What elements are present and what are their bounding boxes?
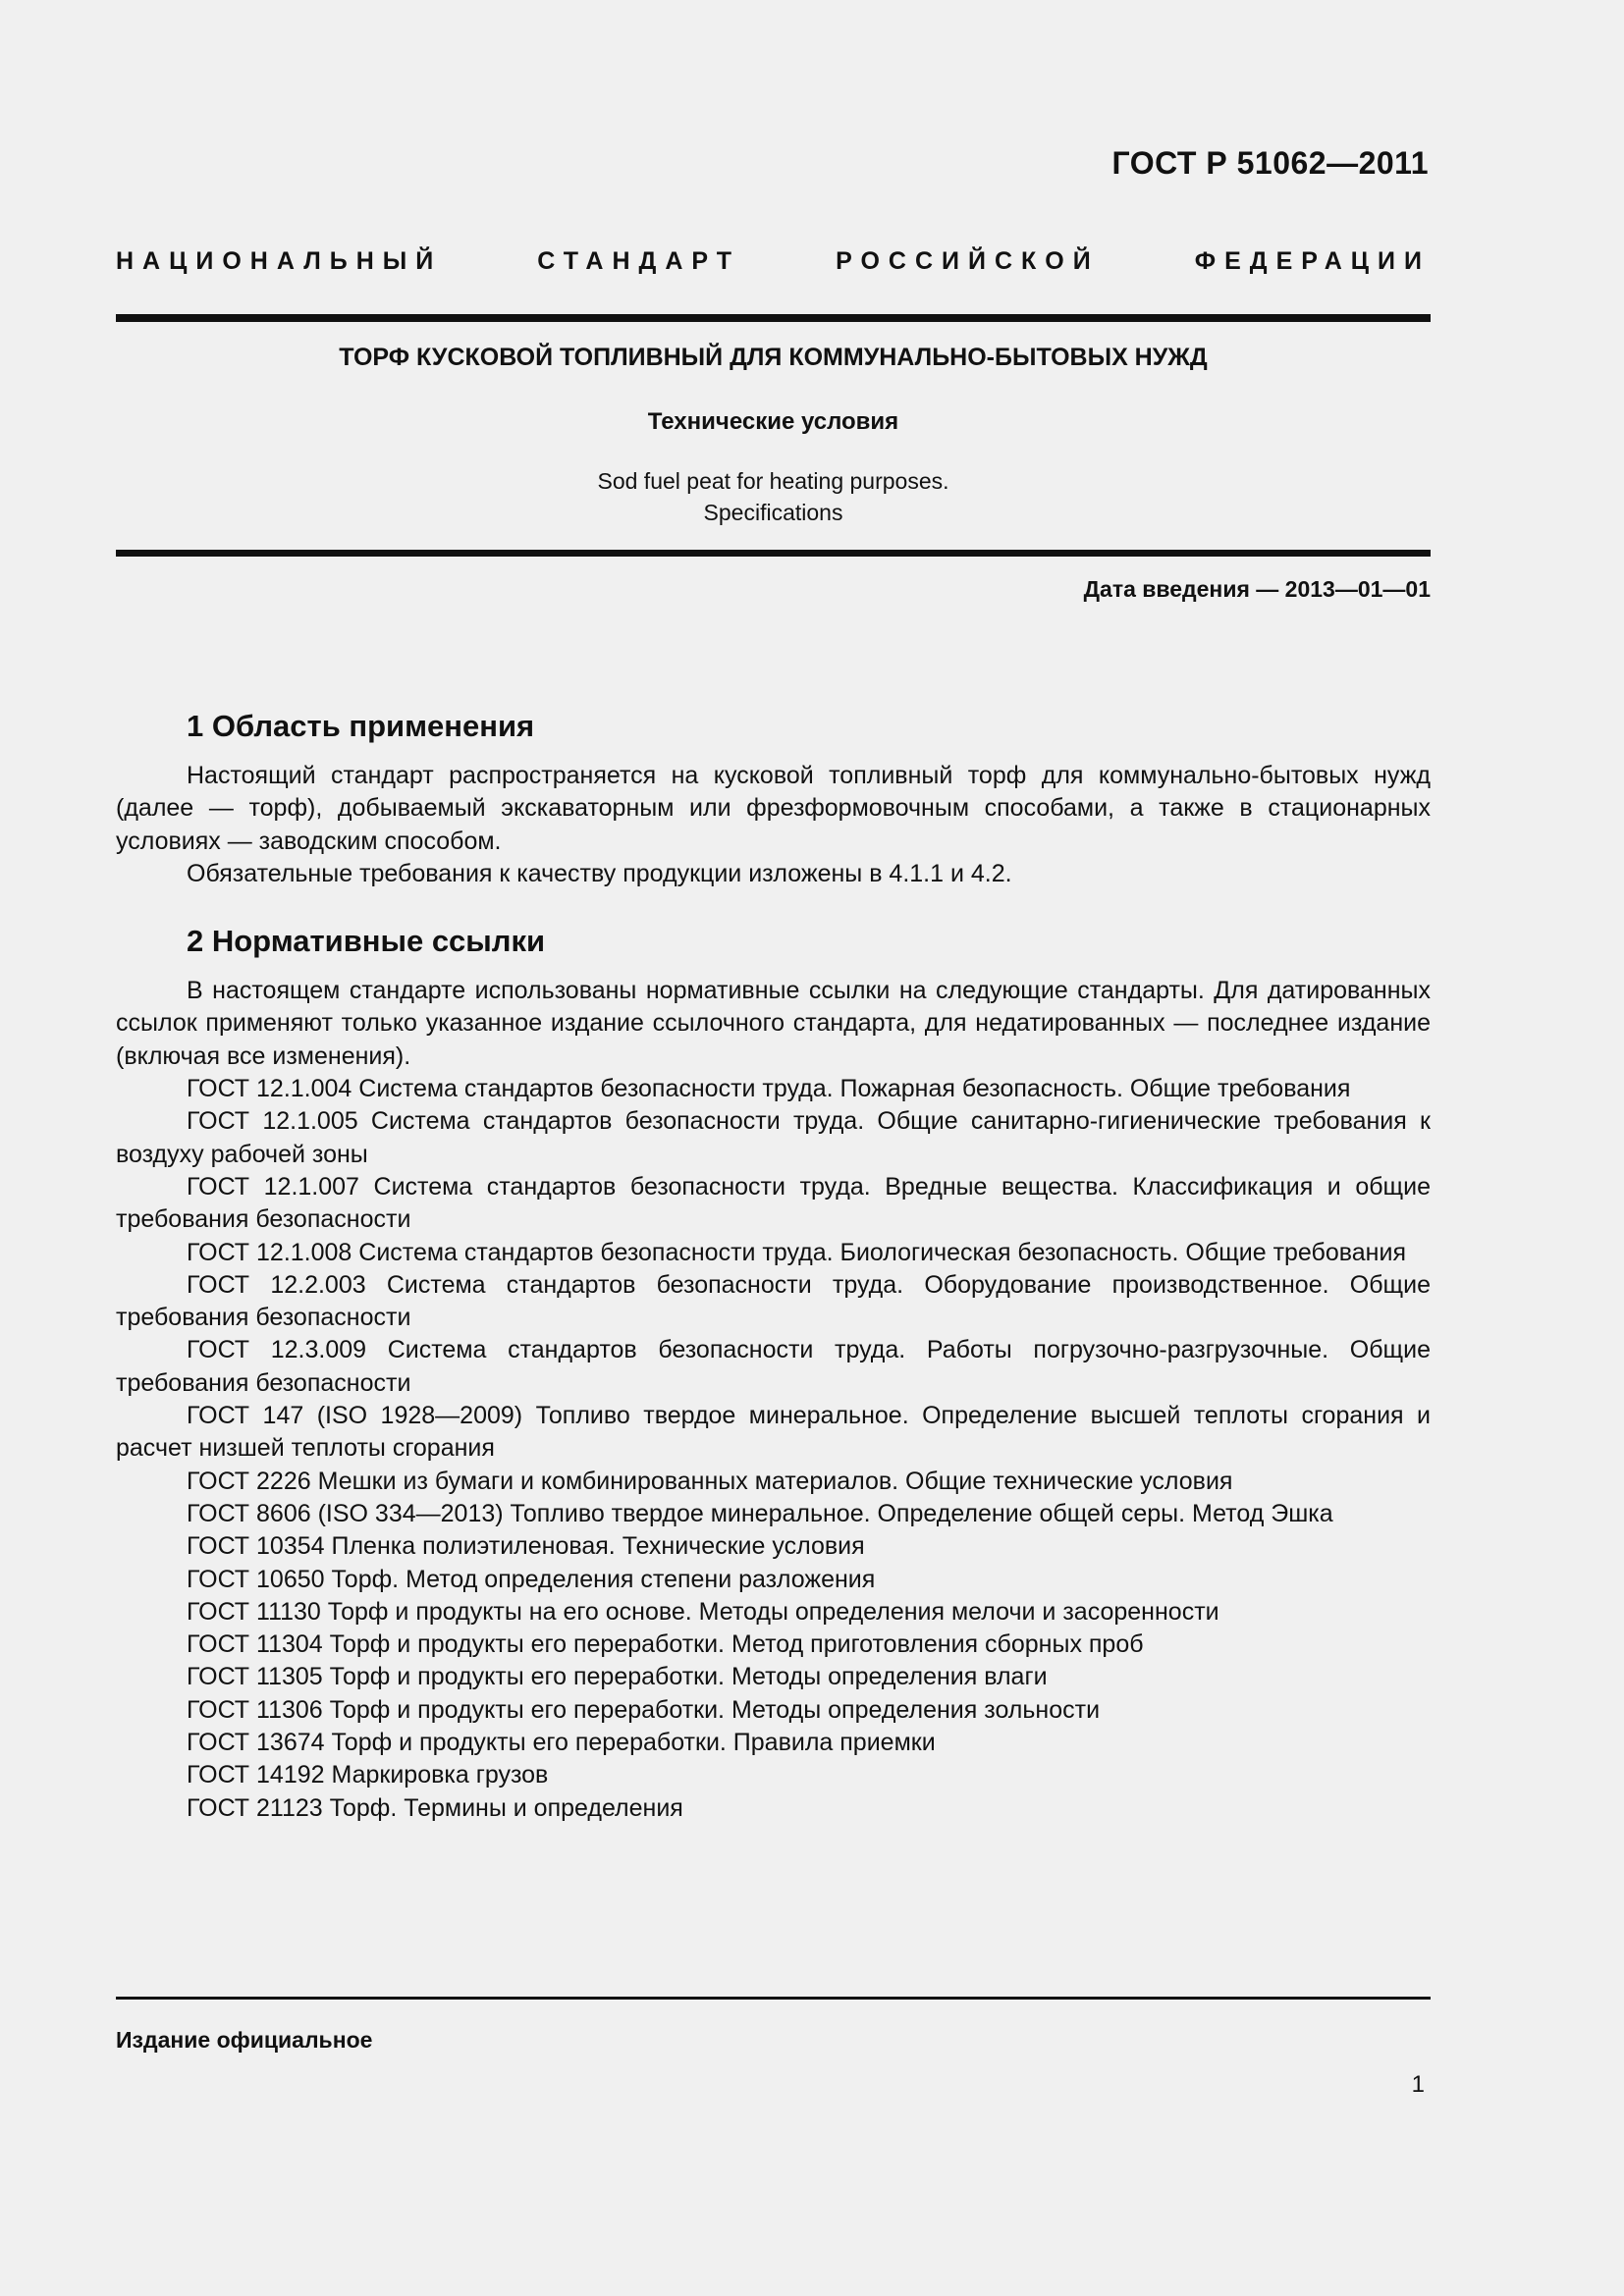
introduction-date: Дата введения — 2013—01—01 bbox=[1083, 576, 1431, 602]
reference-item: ГОСТ 12.3.009 Система стандартов безопасности труда. Работы погрузочно-разгрузочные. Общие требования безопасности bbox=[116, 1336, 1431, 1397]
reference-item: ГОСТ 12.1.008 Система стандартов безопасности труда. Биологическая безопасность. Общие требования bbox=[187, 1238, 1406, 1266]
reference-item: ГОСТ 12.1.007 Система стандартов безопасности труда. Вредные вещества. Классификация и общие требования безопасности bbox=[116, 1172, 1431, 1234]
reference-item: ГОСТ 12.1.005 Система стандартов безопасности труда. Общие санитарно-гигиенические требования к воздуху рабочей зоны bbox=[116, 1107, 1431, 1168]
reference-item: ГОСТ 11130 Торф и продукты на его основе. Методы определения мелочи и засоренности bbox=[187, 1597, 1219, 1626]
paragraph: Настоящий стандарт распространяется на кусковой топливный торф для коммунально-бытовых нужд (далее — торф), добываемый экскаваторным или фрезформовочным способами, а также в стационарных условиях — заводским способом. bbox=[116, 762, 1431, 855]
document-title: ТОРФ КУСКОВОЙ ТОПЛИВНЫЙ ДЛЯ КОММУНАЛЬНО-БЫТОВЫХ НУЖД bbox=[339, 344, 1208, 371]
reference-item: ГОСТ 11305 Торф и продукты его переработки. Методы определения влаги bbox=[187, 1663, 1048, 1691]
document-code: ГОСТ Р 51062—2011 bbox=[1111, 145, 1429, 181]
reference-item: ГОСТ 12.2.003 Система стандартов безопасности труда. Оборудование производственное. Общие требования безопасности bbox=[116, 1270, 1431, 1332]
reference-item: ГОСТ 12.1.004 Система стандартов безопасности труда. Пожарная безопасность. Общие требования bbox=[187, 1075, 1351, 1103]
english-title-line-2: Specifications bbox=[703, 500, 843, 525]
reference-item: ГОСТ 8606 (ISO 334—2013) Топливо твердое минеральное. Определение общей серы. Метод Эшка bbox=[187, 1499, 1333, 1527]
reference-item: ГОСТ 14192 Маркировка грузов bbox=[187, 1761, 549, 1789]
paragraph: В настоящем стандарте использованы нормативные ссылки на следующие стандарты. Для датированных ссылок применяют только указанное издание ссылочного стандарта, для недатированных — последнее издание (включая все изменения). bbox=[116, 977, 1431, 1070]
english-title bbox=[116, 465, 1431, 528]
title-bottom-rule bbox=[116, 550, 1431, 557]
section-2-heading: 2 Нормативные ссылки bbox=[187, 924, 546, 959]
footer-rule bbox=[116, 1997, 1431, 2000]
reference-item: ГОСТ 147 (ISO 1928—2009) Топливо твердое минеральное. Определение высшей теплоты сгорания и расчет низшей теплоты сгорания bbox=[116, 1402, 1431, 1463]
reference-item: ГОСТ 10354 Пленка полиэтиленовая. Технические условия bbox=[187, 1532, 865, 1561]
reference-item: ГОСТ 21123 Торф. Термины и определения bbox=[187, 1793, 683, 1822]
reference-item: ГОСТ 2226 Мешки из бумаги и комбинированных материалов. Общие технические условия bbox=[187, 1467, 1233, 1495]
document-body bbox=[116, 705, 1431, 1825]
page-number: 1 bbox=[1411, 2071, 1425, 2098]
reference-item: ГОСТ 11304 Торф и продукты его переработки. Метод приготовления сборных проб bbox=[187, 1630, 1144, 1659]
national-standard-banner: НАЦИОНАЛЬНЫЙ СТАНДАРТ РОССИЙСКОЙ ФЕДЕРАЦИИ bbox=[116, 247, 1431, 275]
top-rule bbox=[116, 314, 1431, 322]
reference-item: ГОСТ 10650 Торф. Метод определения степени разложения bbox=[187, 1565, 876, 1593]
english-title-line-1: Sod fuel peat for heating purposes. bbox=[597, 468, 949, 494]
reference-item: ГОСТ 13674 Торф и продукты его переработки. Правила приемки bbox=[187, 1729, 936, 1757]
document-subtitle: Технические условия bbox=[647, 408, 899, 435]
section-1-heading: 1 Область применения bbox=[187, 709, 535, 743]
official-edition-label: Издание официальное bbox=[116, 2027, 373, 2053]
paragraph: Обязательные требования к качеству продукции изложены в 4.1.1 и 4.2. bbox=[187, 859, 1012, 887]
reference-item: ГОСТ 11306 Торф и продукты его переработки. Методы определения зольности bbox=[187, 1695, 1101, 1724]
